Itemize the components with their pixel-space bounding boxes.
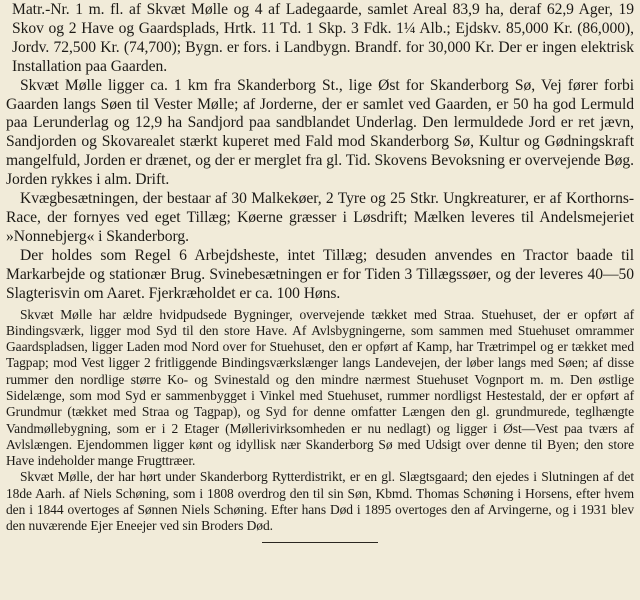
closing-rule	[262, 542, 378, 543]
history-paragraph: Skvæt Mølle, der har hørt under Skanderborg Rytterdistrikt, er en gl. Slægtsgaard; den ejedes i Slutningen af det 18de Aarh. af Niels Schøning, som i 1808 overdrog den til sin Søn, Kbmd. Thomas Schøning i Horsens, efter hvem den i 1844 overtoges af Sønnen Niels Schøning. Efter hans Død i 1895 overtoges den af Arvingerne, og i 1931 blev den nuværende Ejer Eneejer ved sin Broders Død.	[6, 469, 634, 534]
buildings-paragraph: Skvæt Mølle har ældre hvidpudsede Bygninger, overvejende tækket med Straa. Stuehuset, der er opført af Bindingsværk, ligger mod Syd til den store Have. Af Avlsbygningerne, som sammen med Stuehuset omrammer Gaardspladsen, ligger Laden mod Nord over for Stuehuset, den er opført af Kamp, har Trætrimpel og er tækket med Tagpap; mod Vest ligger 2 fritliggende Bindingsværkslænger langs Landevejen, der løber langs med Søen; af disse rummer den nordlige større Ko- og Svinestald og den mindre nærmest Stuehuset Vognport m. m. Den østlige Sidelænge, som mod Syd er sammenbygget i Vinkel med Stuehuset, rummer nordligst Hestestald, der er opført af Grundmur (tækket med Straa og Tagpap), og Syd for denne omfatter Længen den gl. grundmurede, teglhængte Vandmøllebygning, som er i 2 Etager (Møllerivirksomheden er nu nedlagt) og ligger i Øst—Vest paa tværs af Avlslængen. Ejendommen ligger kønt og idyllisk nær Skanderborg Sø med Udsigt over denne til Byen; den store Have indeholder mange Frugttræer.	[6, 306, 634, 469]
location-soil-paragraph: Skvæt Mølle ligger ca. 1 km fra Skanderborg St., lige Øst for Skanderborg Sø, Vej fører forbi Gaarden langs Søen til Vester Mølle; af Jorderne, der er samlet ved Gaarden, er 50 ha god Lermuld paa Lerunderlag og 12,9 ha Sandjord paa sandblandet Underlag. Den lermuldede Jord er ret jævn, Sandjorden og Skovarealet stærkt kuperet med Fald mod Skanderborg Sø, Kultur og Gødningskraft mangelfuld, Jorden er drænet, og der er merglet fra gl. Tid. Skovens Bevoksning er overvejende Bøg. Jorden rykkes i alm. Drift.	[6, 76, 634, 189]
cattle-paragraph: Kvægbesætningen, der bestaar af 30 Malkekøer, 2 Tyre og 25 Stkr. Ungkreaturer, er af Korthorns-Race, der fornyes ved eget Tillæg; Køerne græsser i Løsdrift; Mælken leveres til Andelsmejeriet »Nonnebjerg« i Skanderborg.	[6, 190, 634, 245]
property-registry-paragraph: Matr.-Nr. 1 m. fl. af Skvæt Mølle og 4 af Ladegaarde, samlet Areal 83,9 ha, deraf 62,9 Ager, 19 Skov og 2 Have og Gaardsplads, Hrtk. 11 Td. 1 Skp. 3 Fdk. 1¼ Alb.; Ejdskv. 85,000 Kr. (86,000), Jordv. 72,500 Kr. (74,700); Bygn. er fors. i Landbygn. Brandf. for 30,000 Kr. Der er ingen elektrisk Installation paa Gaarden.	[12, 1, 634, 75]
horses-pigs-paragraph: Der holdes som Regel 6 Arbejdsheste, intet Tillæg; desuden anvendes en Tractor baade til Markarbejde og stationær Brug. Svinebesætningen er for Tiden 3 Tillægssøer, og der leveres 40—50 Slagterisvin om Aaret. Fjerkræholdet er ca. 100 Høns.	[6, 246, 634, 302]
